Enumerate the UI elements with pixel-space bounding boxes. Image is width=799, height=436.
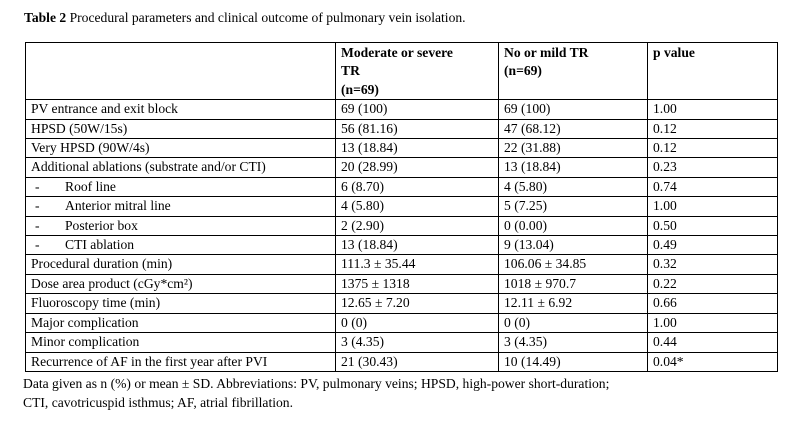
value-no-mild: 3 (4.35) [499,333,648,352]
row-label: HPSD (50W/15s) [26,119,336,138]
row-label: - CTI ablation [26,236,336,255]
sub-item-dash: - [35,237,40,253]
header-no-mild-tr: No or mild TR (n=69) [499,43,648,100]
value-moderate-severe: 69 (100) [336,100,499,119]
p-value: 0.44 [648,333,778,352]
table-row [26,197,778,216]
value-no-mild: 13 (18.84) [499,158,648,177]
value-moderate-severe: 3 (4.35) [336,333,499,352]
p-value: 0.12 [648,119,778,138]
value-no-mild: 9 (13.04) [499,236,648,255]
sub-item-dash: - [35,198,40,214]
row-label: Recurrence of AF in the first year after PVI [26,352,336,371]
row-label: Additional ablations (substrate and/or CTI) [26,158,336,177]
table-row [26,333,778,352]
table-row [26,100,778,119]
p-value: 0.04* [648,352,778,371]
row-label: Fluoroscopy time (min) [26,294,336,313]
value-no-mild: 106.06 ± 34.85 [499,255,648,274]
sub-item-dash: - [35,217,40,233]
p-value: 0.22 [648,274,778,293]
row-label: - Roof line [26,177,336,196]
table-footnote [23,374,609,412]
table-row [26,255,778,274]
value-no-mild: 5 (7.25) [499,197,648,216]
value-moderate-severe: 56 (81.16) [336,119,499,138]
header-moderate-severe-tr: Moderate or severe TR (n=69) [336,43,499,100]
table-row [26,158,778,177]
value-moderate-severe: 2 (2.90) [336,216,499,235]
table-number: Table 2 [24,10,67,25]
value-no-mild: 0 (0.00) [499,216,648,235]
table-row [26,274,778,293]
value-no-mild: 1018 ± 970.7 [499,274,648,293]
row-label: PV entrance and exit block [26,100,336,119]
p-value: 0.32 [648,255,778,274]
table-row [26,216,778,235]
p-value: 0.23 [648,158,778,177]
row-label: - Posterior box [26,216,336,235]
row-label: Major complication [26,313,336,332]
value-moderate-severe: 12.65 ± 7.20 [336,294,499,313]
row-label: Dose area product (cGy*cm²) [26,274,336,293]
table-row [26,313,778,332]
table-row [26,177,778,196]
value-moderate-severe: 111.3 ± 35.44 [336,255,499,274]
value-moderate-severe: 13 (18.84) [336,139,499,158]
value-moderate-severe: 13 (18.84) [336,236,499,255]
value-no-mild: 47 (68.12) [499,119,648,138]
footnote-line-2: CTI, cavotricuspid isthmus; AF, atrial fibrillation. [23,395,293,410]
table-row [26,236,778,255]
table-row [26,294,778,313]
value-no-mild: 12.11 ± 6.92 [499,294,648,313]
sub-item-dash: - [35,178,40,194]
p-value: 0.12 [648,139,778,158]
data-table [25,42,778,372]
p-value: 1.00 [648,313,778,332]
value-moderate-severe: 4 (5.80) [336,197,499,216]
table-caption [24,9,466,26]
value-no-mild: 69 (100) [499,100,648,119]
p-value: 1.00 [648,197,778,216]
value-moderate-severe: 1375 ± 1318 [336,274,499,293]
value-moderate-severe: 21 (30.43) [336,352,499,371]
header-p-value: p value [648,43,778,100]
header-row [26,43,778,100]
table-row [26,352,778,371]
table-row [26,139,778,158]
value-moderate-severe: 6 (8.70) [336,177,499,196]
row-label: - Anterior mitral line [26,197,336,216]
value-no-mild: 4 (5.80) [499,177,648,196]
value-no-mild: 0 (0) [499,313,648,332]
value-moderate-severe: 0 (0) [336,313,499,332]
p-value: 0.50 [648,216,778,235]
table-body [26,100,778,372]
table-row [26,119,778,138]
p-value: 1.00 [648,100,778,119]
value-moderate-severe: 20 (28.99) [336,158,499,177]
row-label: Very HPSD (90W/4s) [26,139,336,158]
value-no-mild: 10 (14.49) [499,352,648,371]
row-label: Procedural duration (min) [26,255,336,274]
header-empty [26,43,336,100]
p-value: 0.66 [648,294,778,313]
p-value: 0.49 [648,236,778,255]
value-no-mild: 22 (31.88) [499,139,648,158]
table-title: Procedural parameters and clinical outcome of pulmonary vein isolation. [66,10,466,25]
footnote-line-1: Data given as n (%) or mean ± SD. Abbreviations: PV, pulmonary veins; HPSD, high-power short-duration; [23,376,610,391]
p-value: 0.74 [648,177,778,196]
row-label: Minor complication [26,333,336,352]
